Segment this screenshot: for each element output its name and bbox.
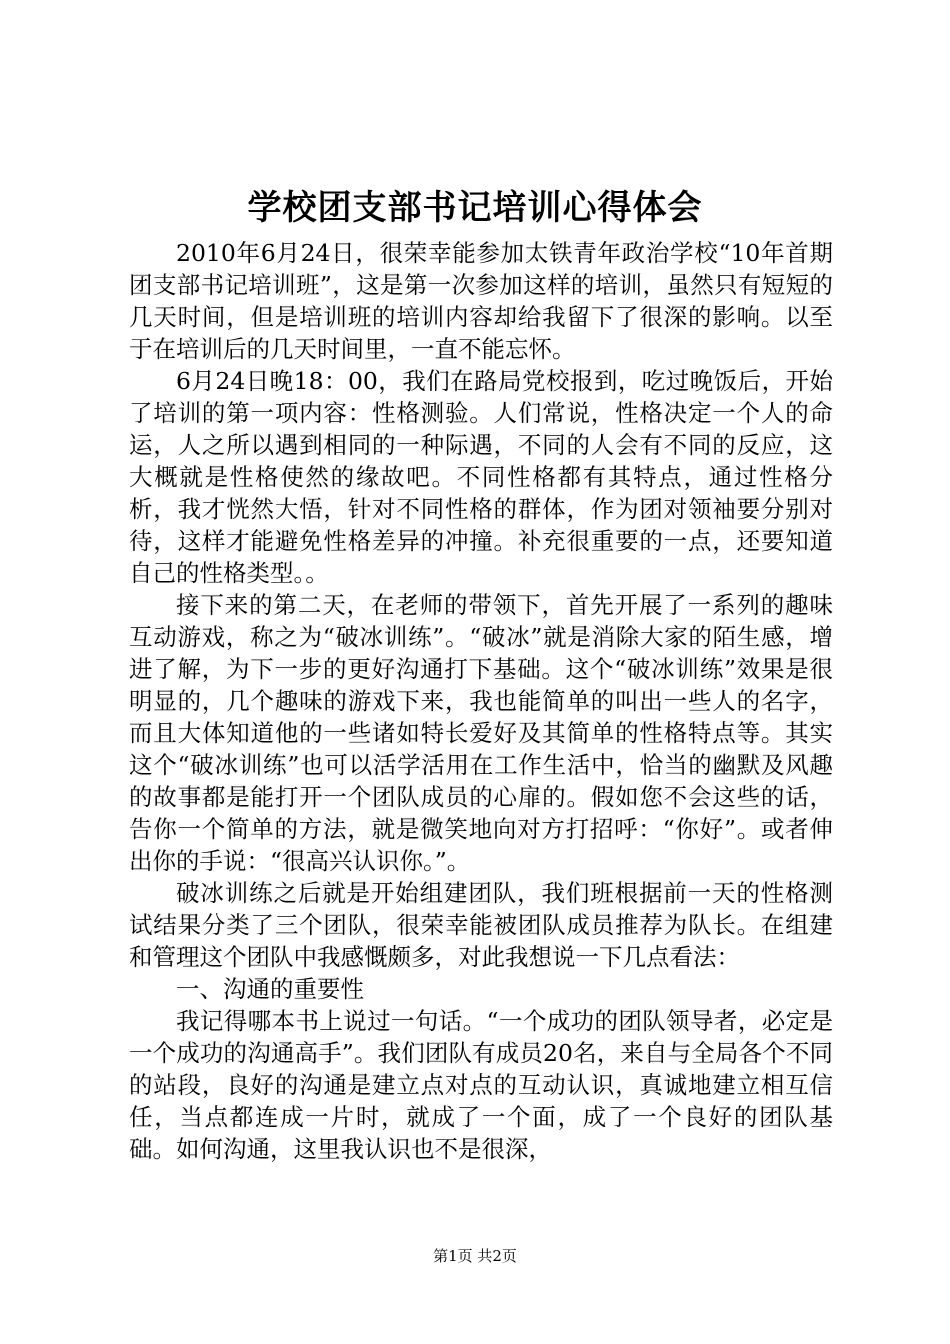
paragraph-5: 我记得哪本书上说过一句话。“一个成功的团队领导者，必定是一个成功的沟通高手”。我们团队有成员20名，来自与全局各个不同的站段，良好的沟通是建立点对点的互动认识，真诚地建立相互信任，当点都连成一片时，就成了一个面，成了一个良好的团队基础。如何沟通，这里我认识也不是很深，	[129, 1007, 833, 1163]
paragraph-4: 破冰训练之后就是开始组建团队，我们班根据前一天的性格测试结果分类了三个团队，很荣幸能被团队成员推荐为队长。在组建和管理这个团队中我感慨颇多，对此我想说一下几点看法：	[129, 879, 833, 971]
page-footer: 第1页 共2页	[433, 1247, 517, 1265]
document-title: 学校团支部书记培训心得体会	[247, 188, 703, 228]
document-body	[129, 237, 833, 1165]
paragraph-2: 6月24日晚18：00，我们在路局党校报到，吃过晚饭后，开始了培训的第一项内容：性格测验。人们常说，性格决定一个人的命运，人之所以遇到相同的一种际遇，不同的人会有不同的反应，这大概就是性格使然的缘故吧。不同性格都有其特点，通过性格分析，我才恍然大悟，针对不同性格的群体，作为团对领袖要分别对待，这样才能避免性格差异的冲撞。补充很重要的一点，还要知道自己的性格类型。。	[129, 367, 833, 587]
section-heading: 一、沟通的重要性	[176, 975, 364, 1003]
paragraph-3: 接下来的第二天，在老师的带领下，首先开展了一系列的趣味互动游戏，称之为“破冰训练”。“破冰”就是消除大家的陌生感，增进了解，为下一步的更好沟通打下基础。这个“破冰训练”效果是很明显的，几个趣味的游戏下来，我也能简单的叫出一些人的名字，而且大体知道他的一些诸如特长爱好及其简单的性格特点等。其实这个“破冰训练”也可以活学活用在工作生活中，恰当的幽默及风趣的故事都是能打开一个团队成员的心扉的。假如您不会这些的话，告你一个简单的方法，就是微笑地向对方打招呼：“你好”。或者伸出你的手说：“很高兴认识你。”。	[129, 591, 833, 875]
paragraph-1: 2010年6月24日，很荣幸能参加太铁青年政治学校“10年首期团支部书记培训班”，这是第一次参加这样的培训，虽然只有短短的几天时间，但是培训班的培训内容却给我留下了很深的影响。以至于在培训后的几天时间里，一直不能忘怀。	[129, 239, 833, 363]
